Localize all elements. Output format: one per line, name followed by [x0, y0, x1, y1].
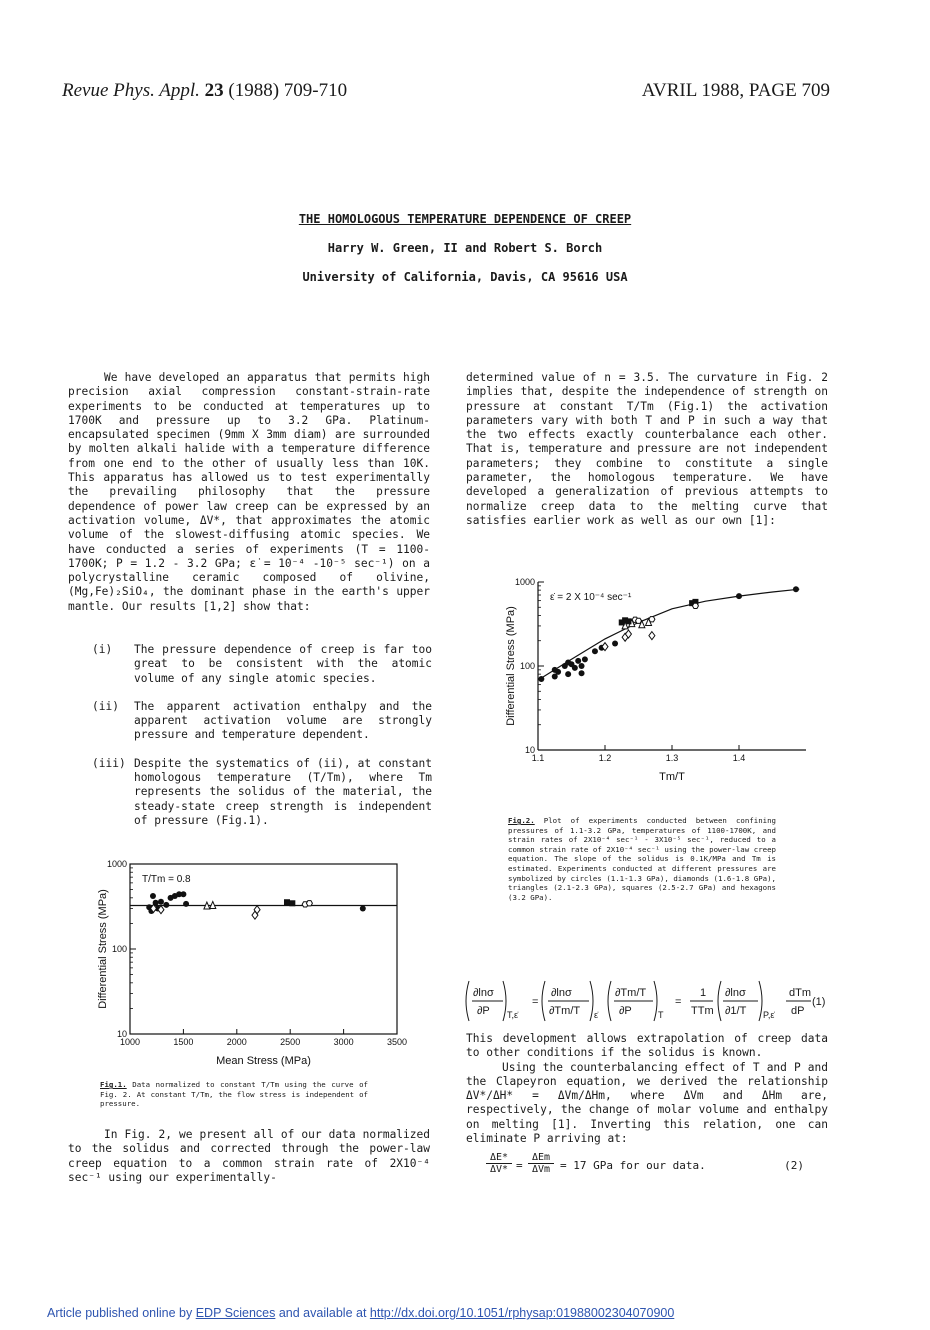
x-tick-label: 2500: [280, 1037, 301, 1047]
equation-2-number: (2): [784, 1159, 804, 1172]
equation-2: ΔE* ΔV* = ΔEm ΔVm = 17 GPa for our data. (2): [486, 1152, 826, 1182]
x-axis-label: Tm/T: [659, 771, 685, 783]
figure-2-plot: [505, 577, 806, 783]
svg-text:1: 1: [700, 987, 707, 999]
y-tick-label: 1000: [106, 859, 127, 869]
figure-1-plot: [97, 859, 407, 1067]
running-header-left: [62, 80, 347, 102]
y-tick-label: 10: [524, 745, 535, 755]
y-tick-label: 10: [116, 1029, 127, 1039]
after-equation-paragraph: This development allows extrapolation of creep data to other conditions if the solidus is known. Using the counterbalancing effect of T and P and the Clapeyron equation, we derived the relationship ΔV*/ΔH* = ΔVm/ΔHm, where ΔVm and ΔHm are, respectively, the change of molar volume and enthalpy on melting [1]. Inverting this relation, one can eliminate P arriving at:: [466, 1032, 828, 1146]
x-tick-label: 1.2: [598, 753, 612, 763]
data-point: [183, 901, 189, 907]
article-authors: Harry W. Green, II and Robert S. Borch: [327, 241, 603, 255]
x-tick-label: 1000: [119, 1037, 141, 1047]
svg-text:∂Tm/T: ∂Tm/T: [549, 1005, 581, 1017]
data-point: [150, 893, 156, 899]
data-point: [552, 667, 558, 673]
list-item: (ii) The apparent activation enthalpy and the apparent activation volume are strongly pressure and temperature dependent.: [92, 699, 432, 742]
volume-number: 23: [204, 80, 224, 101]
data-point: [579, 663, 585, 669]
y-axis-label: Differential Stress (MPa): [505, 606, 517, 726]
journal-name: Revue Phys. Appl.: [62, 80, 200, 101]
data-point: [360, 905, 366, 911]
publication-footer: Article published online by EDP Sciences and available at http://dx.doi.org/10.1051/rphysap:01988002304070900: [47, 1306, 675, 1320]
x-tick-label: 1.1: [531, 753, 545, 763]
data-point: [565, 671, 571, 677]
plot-frame: [130, 864, 397, 1034]
y-axis-label: Differential Stress (MPa): [97, 889, 109, 1009]
svg-text:∂P: ∂P: [619, 1005, 632, 1017]
x-tick-label: 1.3: [665, 753, 679, 763]
data-point: [579, 670, 585, 676]
x-tick-label: 3500: [386, 1037, 408, 1047]
chart-annotation: T/Tm = 0.8: [142, 874, 191, 885]
figure-2-chart: [478, 572, 818, 794]
edp-sciences-link[interactable]: EDP Sciences: [195, 1306, 276, 1320]
svg-text:∂lnσ: ∂lnσ: [473, 987, 494, 999]
closing-paragraph: In Fig. 2, we present all of our data normalized to the solidus and corrected through the power-law creep equation to a common strain rate of 2X10⁻⁴ sec⁻¹ using our experimentally-: [68, 1128, 430, 1184]
svg-text:=: =: [532, 996, 539, 1008]
list-item: (i) The pressure dependence of creep is far too great to be consistent with the atomic volume of any single atomic species.: [92, 643, 432, 685]
y-tick-label: 1000: [514, 577, 535, 587]
data-point: [572, 665, 578, 671]
list-item: (iii) Despite the systematics of (ii), at constant homologous temperature (T/Tm), where Tm represents the solidus of the material, the steady-state creep strength is independent of pressure (Fig.1).: [92, 756, 432, 827]
svg-text:∂1/T: ∂1/T: [725, 1005, 747, 1017]
data-point: [649, 632, 655, 640]
svg-text:ε̇: ε̇: [594, 1010, 599, 1020]
intro-paragraph: We have developed an apparatus that permits high precision axial compression constant-strain-rate experiments to be conducted at temperatures up to 1700K and pressure up to 3.2 GPa. Platinum-encapsulated specimen (9mm X 3mm diam) are surrounded by molten alkali halide with a temperature difference from one end to the other of usually less than 10K. This apparatus has allowed us to test experimentally the prevailing philosophy that the pressure dependence of power law creep can be expressed by an activation volume, ΔV*, that approximates the atomic volume of the slowest-diffusing atomic species. We have conducted a series of experiments (T = 1100-1700K; P = 1.2 - 3.2 GPa; ε̇ = 10⁻⁴ -10⁻⁵ sec⁻¹) on a polycrystalline ceramic composed of olivine, (Mg,Fe)₂SiO₄, the dominant phase in the earth's upper mantle. Our results [1,2] show that:: [68, 371, 430, 613]
svg-text:T,ε̇: T,ε̇: [507, 1010, 519, 1020]
y-tick-label: 100: [519, 661, 535, 671]
data-point: [649, 617, 655, 622]
x-tick-label: 1.4: [732, 753, 746, 763]
data-point: [582, 656, 588, 662]
data-point: [289, 900, 295, 906]
y-tick-label: 100: [111, 944, 127, 954]
year-pages: (1988) 709-710: [228, 80, 348, 101]
x-tick-label: 1500: [173, 1037, 194, 1047]
data-point: [692, 603, 698, 608]
svg-text:=: =: [675, 996, 682, 1008]
svg-text:∂lnσ: ∂lnσ: [725, 987, 746, 999]
svg-text:P,ε̇: P,ε̇: [763, 1010, 775, 1020]
figure-1-chart: [70, 855, 420, 1075]
svg-text:dP: dP: [791, 1005, 805, 1017]
findings-list: [92, 643, 432, 842]
article-affiliation: University of California, Davis, CA 95616 USA: [302, 270, 628, 284]
data-point: [592, 648, 598, 654]
data-point: [538, 676, 544, 682]
x-tick-label: 3000: [333, 1037, 354, 1047]
equation-1-number: (1): [812, 996, 826, 1008]
right-column-paragraph: determined value of n = 3.5. The curvature in Fig. 2 implies that, despite the independence of strength on pressure at constant T/Tm (Fig.1) the activation parameters vary with both T and P in such a way that the two effects exactly counterbalance each other. That is, temperature and pressure are not independent parameters; they combine to constitute a single parameter, the homologous temperature. We have developed a generalization of previous attempts to normalize creep data to the melting curve that satisfies earlier work as well as our own [1]:: [466, 371, 828, 527]
data-point: [612, 641, 618, 647]
data-point: [736, 593, 742, 599]
svg-text:∂lnσ: ∂lnσ: [551, 987, 572, 999]
data-point: [636, 618, 642, 623]
x-tick-label: 2000: [226, 1037, 247, 1047]
figure-2-caption: Fig.2. Plot of experiments conducted between confining pressures of 1.1-3.2 GPa, temperatures of 1100-1700K, and strain rates of 2X10⁻⁴ sec⁻¹ - 3X10⁻⁵ sec⁻¹, reduced to a common strain rate of 2X10⁻⁴ sec⁻¹ using the power-law creep equation. The slope of the solidus is 0.1K/MPa and Tm is estimated. Experiments conducted at different pressures are symbolized by circles (1.1-1.3 GPa), diamonds (1.6-1.8 GPa), triangles (2.1-2.3 GPa), squares (2.5-2.7 GPa) and hexagons (3.2 GPa).: [508, 816, 776, 902]
article-title: THE HOMOLOGOUS TEMPERATURE DEPENDENCE OF CREEP: [298, 212, 632, 226]
equation-1: [463, 976, 833, 1026]
svg-text:T: T: [658, 1010, 664, 1020]
data-point: [158, 899, 164, 905]
figure-1-caption: Fig.1. Data normalized to constant T/Tm using the curve of Fig. 2. At constant T/Tm, the flow stress is independent of pressure.: [100, 1080, 368, 1109]
svg-text:dTm: dTm: [789, 987, 811, 999]
doi-link[interactable]: http://dx.doi.org/10.1051/rphysap:01988002304070900: [369, 1306, 675, 1320]
svg-text:TTm: TTm: [691, 1005, 714, 1017]
data-point: [180, 891, 186, 897]
running-header-right: [642, 80, 830, 102]
equation-2-text: = 17 GPa for our data.: [560, 1159, 706, 1172]
data-point: [575, 658, 581, 664]
data-point: [306, 901, 312, 906]
data-point: [163, 902, 169, 908]
data-point: [284, 899, 290, 905]
svg-text:∂Tm/T: ∂Tm/T: [615, 987, 647, 999]
data-point: [625, 618, 631, 624]
svg-text:∂P: ∂P: [477, 1005, 490, 1017]
x-axis-label: Mean Stress (MPa): [216, 1055, 311, 1067]
issue-date-page: AVRIL 1988, PAGE 709: [641, 80, 830, 101]
data-point: [793, 586, 799, 592]
chart-annotation: ε̇ = 2 X 10⁻⁴ sec⁻¹: [550, 592, 632, 603]
